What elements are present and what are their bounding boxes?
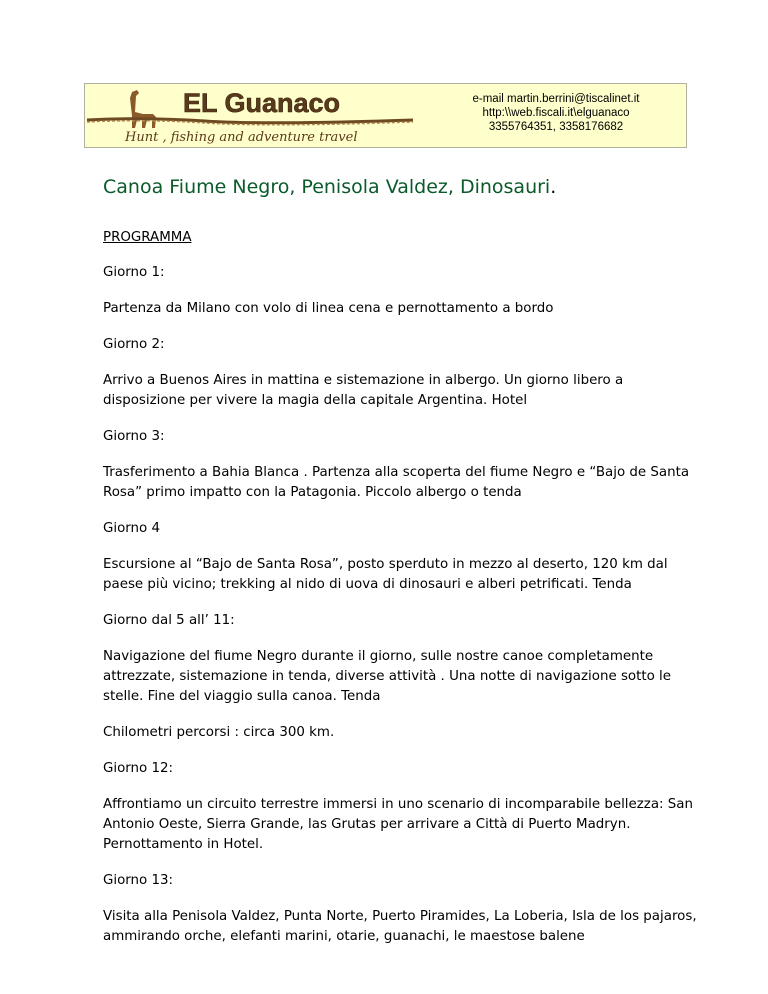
document-title-period: . <box>550 176 557 198</box>
logo-tagline: Hunt , fishing and adventure travel <box>125 130 358 145</box>
guanaco-silhouette-icon <box>130 90 156 128</box>
day-label: Giorno 1: <box>103 265 165 280</box>
day-text: Escursione al “Bajo de Santa Rosa”, posto sperduto in mezzo al deserto, 120 km dal paese più vicino; trekking al nido di uova di dinosauri e alberi petrificati. Tenda <box>103 557 668 592</box>
day-label: Giorno 12: <box>103 761 174 776</box>
day-label: Giorno 13: <box>103 873 174 888</box>
document-title <box>103 176 556 198</box>
program-content <box>103 228 703 947</box>
distance-note: Chilometri percorsi : circa 300 km. <box>103 725 335 740</box>
day-text: Visita alla Penisola Valdez, Punta Norte, Puerto Piramides, La Loberia, Isla de los pajaros, ammirando orche, elefanti marini, otarie, guanachi, le maestose balene <box>103 909 697 944</box>
day-text: Navigazione del fiume Negro durante il giorno, sulle nostre canoe completamente attrezzate, sistemazione in tenda, diverse attività . Una notte di navigazione sotto le stelle. Fine del viaggio sulla canoa. Tenda <box>103 649 672 704</box>
day-label: Giorno dal 5 all’ 11: <box>103 613 235 628</box>
day-text: Partenza da Milano con volo di linea cena e pernottamento a bordo <box>103 301 554 316</box>
contact-website: http:\\web.fiscali.it\elguanaco <box>482 107 630 119</box>
day-text: Affrontiamo un circuito terrestre immersi in uno scenario di incomparabile bellezza: San Antonio Oeste, Sierra Grande, las Grutas per arrivare a Città di Puerto Madryn. Pernottamento in Hotel. <box>103 797 693 852</box>
el-guanaco-logo <box>85 84 415 147</box>
day-text: Trasferimento a Bahia Blanca . Partenza alla scoperta del fiume Negro e “Bajo de Santa Rosa” primo impatto con la Patagonia. Piccolo albergo o tenda <box>103 465 690 500</box>
section-heading: PROGRAMMA <box>103 230 192 245</box>
contact-phones: 3355764351, 3358176682 <box>488 121 624 133</box>
contact-email: e-mail martin.berrini@tiscalinet.it <box>472 93 640 105</box>
day-label: Giorno 2: <box>103 337 165 352</box>
logo-title: EL Guanaco <box>183 88 341 118</box>
day-text: Arrivo a Buenos Aires in mattina e sistemazione in albergo. Un giorno libero a disposizione per vivere la magia della capitale Argentina. Hotel <box>103 373 624 408</box>
header-banner <box>84 83 687 148</box>
contact-info <box>441 92 671 134</box>
day-label: Giorno 3: <box>103 429 165 444</box>
day-label: Giorno 4 <box>103 521 161 536</box>
document-title-text: Canoa Fiume Negro, Penisola Valdez, Dinosauri <box>103 176 551 198</box>
